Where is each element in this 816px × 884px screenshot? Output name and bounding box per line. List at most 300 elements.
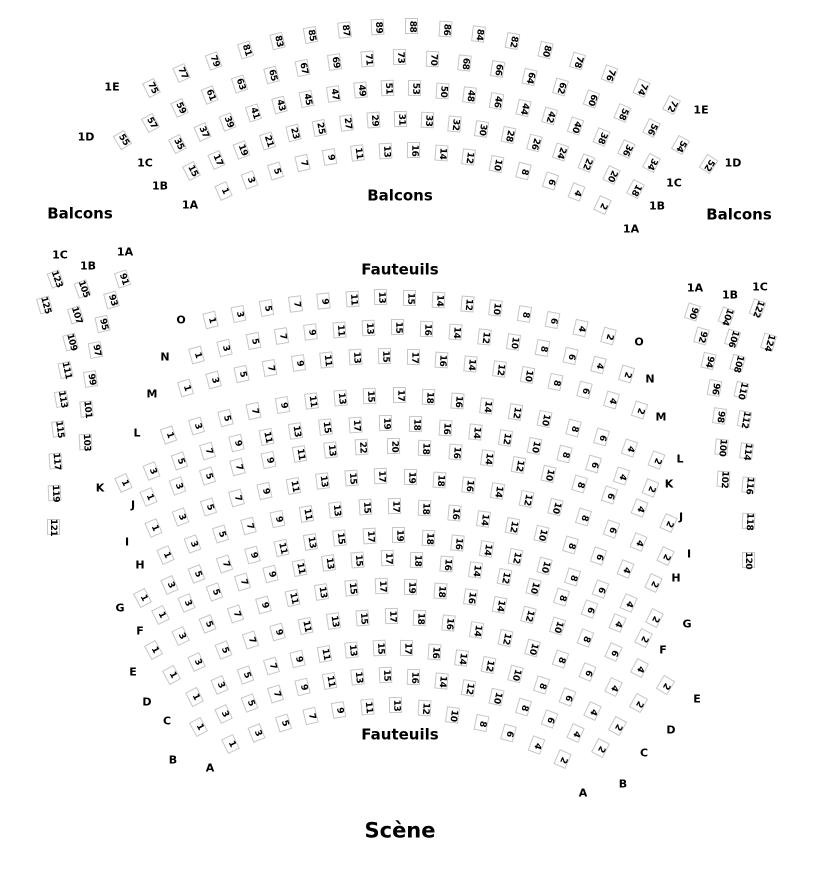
seat-orchestra-F-2[interactable]: [634, 628, 653, 648]
seat-orchestra-A-12[interactable]: [417, 700, 431, 717]
seat-orchestra-K-9[interactable]: [229, 434, 246, 453]
seat-orchestra-L-18[interactable]: [422, 389, 436, 405]
seat-balcony-1E-78[interactable]: [569, 52, 586, 71]
seat-orchestra-M-8[interactable]: [548, 373, 564, 391]
seat-orchestra-H-7[interactable]: [241, 517, 258, 536]
seat-balcony-1B-21[interactable]: [258, 131, 275, 150]
seat-balcony-1C-51[interactable]: [381, 80, 395, 97]
seat-orchestra-N-11[interactable]: [332, 321, 346, 338]
seat-orchestra-D-13[interactable]: [326, 612, 341, 630]
seat-orchestra-J-12[interactable]: [510, 456, 526, 474]
seat-orchestra-D-18[interactable]: [413, 610, 427, 626]
seat-orchestra-N-15[interactable]: [391, 319, 404, 335]
seat-orchestra-F-5[interactable]: [205, 582, 223, 602]
seat-orchestra-D-11[interactable]: [298, 617, 314, 635]
seat-orchestra-C-12[interactable]: [481, 656, 497, 674]
seat-balcony-1B-19[interactable]: [232, 140, 250, 160]
seat-orchestra-G-18[interactable]: [421, 530, 435, 547]
seat-balcony-1A-11[interactable]: [350, 144, 365, 161]
seat-orchestra-F-14[interactable]: [468, 561, 483, 579]
seat-balcony-1D-66[interactable]: [490, 60, 505, 78]
seat-orchestra-H-16[interactable]: [447, 504, 461, 521]
seat-orchestra-F-18[interactable]: [410, 551, 423, 567]
seat-balcony-1B-29[interactable]: [366, 112, 380, 129]
seat-orchestra-F-1[interactable]: [151, 605, 170, 625]
seat-orchestra-K-12[interactable]: [498, 429, 513, 447]
seat-box-right-1B-114[interactable]: [739, 442, 754, 460]
seat-balcony-1E-85[interactable]: [303, 26, 319, 44]
seat-balcony-1E-79[interactable]: [204, 51, 222, 70]
seat-box-left-1B-121[interactable]: [47, 519, 60, 535]
seat-orchestra-M-3[interactable]: [205, 371, 222, 390]
seat-box-right-1B-106[interactable]: [723, 329, 740, 348]
seat-balcony-1D-60[interactable]: [583, 89, 601, 108]
seat-orchestra-K-8[interactable]: [556, 445, 572, 464]
seat-orchestra-I-2[interactable]: [656, 546, 675, 566]
seat-orchestra-L-10[interactable]: [537, 410, 553, 428]
seat-orchestra-H-15[interactable]: [358, 499, 372, 516]
seat-orchestra-O-15[interactable]: [403, 289, 416, 305]
seat-orchestra-D-6[interactable]: [578, 663, 596, 683]
seat-orchestra-E-17[interactable]: [374, 578, 388, 595]
seat-orchestra-O-10[interactable]: [488, 299, 503, 316]
seat-balcony-1A-6[interactable]: [542, 171, 559, 190]
seat-orchestra-O-14[interactable]: [432, 292, 446, 309]
seat-orchestra-N-8[interactable]: [534, 339, 550, 357]
seat-orchestra-I-10[interactable]: [547, 498, 564, 517]
seat-balcony-1E-75[interactable]: [142, 78, 161, 98]
seat-orchestra-L-14[interactable]: [479, 397, 494, 414]
seat-balcony-1B-18[interactable]: [626, 179, 645, 199]
seat-balcony-1D-61[interactable]: [200, 86, 218, 106]
seat-orchestra-G-7[interactable]: [216, 554, 233, 573]
seat-balcony-1B-33[interactable]: [421, 112, 435, 128]
seat-orchestra-E-8[interactable]: [577, 628, 595, 648]
seat-orchestra-O-12[interactable]: [460, 295, 474, 312]
seat-orchestra-D-7[interactable]: [241, 631, 258, 650]
seat-balcony-1C-41[interactable]: [245, 103, 262, 122]
seat-orchestra-K-1[interactable]: [114, 473, 132, 493]
seat-orchestra-B-2[interactable]: [591, 738, 610, 758]
seat-orchestra-H-11[interactable]: [299, 505, 314, 523]
seat-orchestra-I-8[interactable]: [575, 508, 592, 527]
seat-orchestra-J-4[interactable]: [630, 498, 648, 518]
seat-orchestra-J-7[interactable]: [229, 458, 246, 477]
seat-orchestra-F-15[interactable]: [351, 551, 365, 568]
seat-orchestra-M-1[interactable]: [177, 379, 194, 398]
seat-balcony-1C-34[interactable]: [642, 153, 661, 173]
seat-orchestra-E-11[interactable]: [285, 589, 301, 607]
seat-orchestra-L-12[interactable]: [508, 403, 523, 421]
seat-orchestra-C-15[interactable]: [372, 639, 386, 656]
seat-balcony-1D-58[interactable]: [613, 103, 631, 123]
seat-balcony-1D-67[interactable]: [295, 59, 311, 77]
seat-orchestra-F-8[interactable]: [553, 588, 570, 607]
seat-balcony-1D-59[interactable]: [170, 98, 189, 118]
seat-orchestra-I-1[interactable]: [144, 518, 162, 538]
seat-orchestra-E-12[interactable]: [521, 605, 538, 624]
seat-orchestra-L-17[interactable]: [392, 387, 405, 403]
seat-orchestra-G-17[interactable]: [362, 528, 376, 545]
seat-orchestra-C-14[interactable]: [454, 649, 469, 667]
seat-balcony-1C-39[interactable]: [219, 112, 237, 132]
seat-orchestra-J-2[interactable]: [659, 513, 677, 533]
seat-orchestra-K-17[interactable]: [348, 416, 362, 433]
seat-orchestra-M-12[interactable]: [492, 360, 507, 378]
seat-box-left-1B-105[interactable]: [73, 279, 91, 298]
seat-orchestra-J-3[interactable]: [169, 476, 187, 495]
seat-orchestra-B-15[interactable]: [379, 667, 393, 683]
seat-orchestra-L-3[interactable]: [188, 416, 205, 435]
seat-orchestra-D-4[interactable]: [604, 677, 623, 697]
seat-box-right-1B-118[interactable]: [742, 513, 756, 530]
seat-orchestra-F-13[interactable]: [321, 554, 336, 572]
seat-orchestra-E-9[interactable]: [255, 595, 272, 614]
seat-orchestra-E-3[interactable]: [171, 626, 190, 646]
seat-orchestra-N-2[interactable]: [618, 365, 635, 384]
seat-balcony-1C-47[interactable]: [326, 85, 341, 103]
seat-orchestra-C-17[interactable]: [400, 639, 413, 655]
seat-orchestra-I-3[interactable]: [171, 507, 189, 527]
seat-orchestra-K-16[interactable]: [439, 419, 453, 436]
seat-orchestra-I-16[interactable]: [461, 476, 476, 493]
seat-orchestra-E-10[interactable]: [549, 616, 566, 635]
seat-orchestra-E-5[interactable]: [198, 614, 216, 634]
seat-orchestra-B-3[interactable]: [214, 704, 233, 724]
seat-orchestra-L-7[interactable]: [246, 402, 262, 420]
seat-balcony-1B-25[interactable]: [312, 118, 328, 136]
seat-orchestra-E-16[interactable]: [463, 589, 478, 607]
seat-box-right-1B-110[interactable]: [733, 380, 749, 398]
seat-box-left-1B-107[interactable]: [67, 305, 84, 324]
seat-orchestra-D-9[interactable]: [269, 623, 286, 642]
seat-orchestra-I-13[interactable]: [315, 472, 330, 490]
seat-orchestra-O-6[interactable]: [545, 311, 561, 329]
seat-orchestra-N-12[interactable]: [477, 328, 492, 345]
seat-box-left-1B-119[interactable]: [47, 485, 61, 502]
seat-orchestra-D-14[interactable]: [469, 621, 484, 639]
seat-orchestra-N-3[interactable]: [217, 338, 233, 357]
seat-orchestra-A-6[interactable]: [500, 724, 517, 743]
seat-orchestra-K-11[interactable]: [258, 428, 274, 446]
seat-orchestra-F-3[interactable]: [178, 593, 196, 613]
seat-box-right-1A-98[interactable]: [712, 408, 727, 426]
seat-orchestra-H-12[interactable]: [505, 517, 521, 535]
seat-orchestra-H-8[interactable]: [562, 535, 579, 554]
seat-balcony-1B-20[interactable]: [602, 165, 621, 185]
seat-balcony-1C-38[interactable]: [593, 127, 611, 147]
seat-balcony-1C-40[interactable]: [567, 116, 584, 135]
seat-orchestra-F-6[interactable]: [581, 599, 599, 619]
seat-balcony-1D-54[interactable]: [671, 135, 690, 155]
seat-orchestra-O-11[interactable]: [345, 290, 359, 307]
seat-orchestra-M-14[interactable]: [463, 355, 477, 372]
seat-balcony-1C-36[interactable]: [617, 139, 636, 159]
seat-orchestra-J-13[interactable]: [323, 441, 338, 458]
seat-orchestra-F-11[interactable]: [291, 559, 307, 577]
seat-box-right-1A-102[interactable]: [716, 471, 730, 488]
seat-orchestra-M-4[interactable]: [603, 390, 620, 409]
seat-orchestra-G-4[interactable]: [619, 593, 637, 613]
seat-box-left-1C-123[interactable]: [46, 269, 64, 288]
seat-box-left-1A-101[interactable]: [80, 401, 94, 418]
seat-orchestra-M-5[interactable]: [233, 364, 249, 382]
seat-orchestra-L-13[interactable]: [333, 389, 347, 406]
seat-orchestra-K-3[interactable]: [142, 461, 160, 481]
seat-balcony-1C-48[interactable]: [462, 86, 477, 103]
seat-orchestra-D-1[interactable]: [162, 665, 181, 685]
seat-orchestra-K-10[interactable]: [527, 437, 543, 455]
seat-orchestra-M-7[interactable]: [262, 359, 278, 377]
seat-balcony-1C-37[interactable]: [193, 122, 211, 142]
seat-orchestra-E-14[interactable]: [492, 596, 508, 614]
seat-orchestra-K-19[interactable]: [379, 415, 392, 431]
seat-orchestra-A-5[interactable]: [275, 714, 292, 733]
seat-orchestra-C-16[interactable]: [427, 643, 441, 660]
seat-balcony-1C-43[interactable]: [271, 95, 288, 114]
seat-balcony-1C-49[interactable]: [353, 82, 367, 99]
seat-balcony-1B-17[interactable]: [207, 150, 225, 170]
seat-box-left-1B-113[interactable]: [54, 390, 70, 408]
seat-box-right-1A-96[interactable]: [707, 379, 723, 397]
seat-orchestra-K-2[interactable]: [641, 478, 659, 498]
seat-orchestra-A-7[interactable]: [303, 706, 319, 725]
seat-orchestra-G-13[interactable]: [303, 534, 318, 552]
seat-balcony-1A-10[interactable]: [488, 154, 504, 172]
seat-box-left-1A-93[interactable]: [103, 291, 120, 310]
seat-orchestra-H-18[interactable]: [418, 500, 432, 516]
seat-orchestra-O-8[interactable]: [516, 305, 531, 323]
seat-balcony-1D-63[interactable]: [231, 75, 248, 94]
seat-orchestra-B-13[interactable]: [350, 669, 365, 686]
seat-orchestra-L-6[interactable]: [593, 428, 610, 447]
seat-orchestra-L-5[interactable]: [217, 408, 234, 427]
seat-box-right-1A-90[interactable]: [683, 302, 700, 321]
seat-balcony-1B-27[interactable]: [339, 114, 354, 132]
seat-orchestra-C-2[interactable]: [608, 716, 627, 736]
seat-orchestra-B-1[interactable]: [189, 717, 208, 737]
seat-orchestra-D-16[interactable]: [441, 615, 455, 632]
seat-balcony-1A-13[interactable]: [378, 142, 392, 159]
seat-orchestra-L-15[interactable]: [363, 387, 377, 404]
seat-box-left-1B-109[interactable]: [62, 332, 79, 351]
seat-balcony-1E-83[interactable]: [270, 32, 286, 51]
seat-box-right-1C-124[interactable]: [760, 333, 777, 352]
seat-balcony-1A-5[interactable]: [267, 161, 284, 180]
seat-balcony-1B-28[interactable]: [501, 126, 517, 144]
seat-orchestra-K-18[interactable]: [409, 416, 422, 432]
seat-orchestra-B-12[interactable]: [461, 679, 476, 697]
seat-orchestra-B-4[interactable]: [567, 723, 585, 743]
seat-orchestra-B-5[interactable]: [240, 694, 258, 714]
seat-orchestra-A-8[interactable]: [473, 714, 489, 732]
seat-orchestra-A-11[interactable]: [360, 698, 374, 715]
seat-balcony-1C-45[interactable]: [298, 89, 314, 107]
seat-orchestra-K-6[interactable]: [585, 455, 602, 474]
seat-orchestra-O-1[interactable]: [202, 311, 218, 330]
seat-balcony-1D-56[interactable]: [642, 118, 661, 138]
seat-box-left-1A-95[interactable]: [95, 315, 111, 334]
seat-orchestra-D-3[interactable]: [187, 652, 206, 672]
seat-balcony-1E-82[interactable]: [504, 32, 520, 50]
seat-balcony-1A-1[interactable]: [214, 181, 232, 201]
seat-orchestra-L-4[interactable]: [621, 439, 638, 458]
seat-orchestra-K-7[interactable]: [199, 442, 216, 461]
seat-orchestra-F-10[interactable]: [525, 577, 541, 596]
seat-balcony-1B-31[interactable]: [394, 111, 407, 127]
seat-box-left-1A-97[interactable]: [88, 341, 104, 359]
seat-orchestra-K-13[interactable]: [288, 422, 303, 440]
seat-orchestra-H-10[interactable]: [533, 525, 549, 544]
seat-orchestra-C-10[interactable]: [507, 665, 524, 684]
seat-orchestra-O-7[interactable]: [288, 295, 303, 313]
seat-balcony-1B-24[interactable]: [552, 143, 569, 162]
seat-orchestra-A-3[interactable]: [247, 723, 265, 743]
seat-orchestra-I-11[interactable]: [286, 477, 302, 495]
seat-balcony-1E-88[interactable]: [405, 18, 418, 34]
seat-orchestra-D-15[interactable]: [355, 609, 369, 626]
seat-orchestra-B-9[interactable]: [294, 677, 310, 696]
seat-balcony-1D-62[interactable]: [552, 78, 569, 97]
seat-orchestra-B-7[interactable]: [267, 685, 284, 704]
seat-orchestra-B-16[interactable]: [407, 668, 420, 684]
seat-balcony-1E-77[interactable]: [173, 63, 191, 83]
seat-box-left-1A-99[interactable]: [83, 370, 98, 388]
seat-orchestra-J-9[interactable]: [260, 451, 276, 469]
seat-balcony-1B-22[interactable]: [578, 153, 596, 173]
seat-orchestra-F-9[interactable]: [262, 565, 278, 584]
seat-orchestra-F-12[interactable]: [497, 568, 513, 586]
seat-orchestra-G-12[interactable]: [508, 548, 524, 566]
seat-orchestra-I-18[interactable]: [433, 472, 447, 489]
seat-balcony-1E-74[interactable]: [632, 78, 650, 98]
seat-balcony-1B-32[interactable]: [448, 115, 462, 132]
seat-orchestra-K-4[interactable]: [613, 466, 630, 485]
seat-orchestra-J-16[interactable]: [449, 444, 463, 461]
seat-balcony-1E-80[interactable]: [537, 41, 553, 60]
seat-orchestra-C-4[interactable]: [584, 701, 603, 721]
seat-balcony-1A-2[interactable]: [593, 195, 612, 215]
seat-balcony-1C-53[interactable]: [408, 80, 421, 96]
seat-balcony-1D-65[interactable]: [263, 66, 280, 85]
seat-orchestra-H-14[interactable]: [476, 510, 491, 528]
seat-orchestra-F-7[interactable]: [234, 573, 251, 592]
seat-balcony-1E-72[interactable]: [662, 95, 681, 115]
seat-orchestra-A-9[interactable]: [331, 701, 346, 719]
seat-orchestra-G-16[interactable]: [450, 534, 465, 551]
seat-orchestra-F-17[interactable]: [381, 550, 394, 566]
seat-balcony-1A-12[interactable]: [461, 149, 476, 167]
seat-orchestra-B-10[interactable]: [488, 688, 504, 706]
seat-orchestra-E-18[interactable]: [434, 583, 448, 600]
seat-orchestra-H-2[interactable]: [644, 573, 663, 593]
seat-orchestra-I-17[interactable]: [374, 468, 388, 484]
seat-orchestra-A-1[interactable]: [221, 734, 240, 754]
seat-balcony-1D-71[interactable]: [360, 50, 374, 67]
seat-box-right-1A-92[interactable]: [693, 326, 710, 345]
seat-orchestra-J-6[interactable]: [601, 486, 618, 505]
seat-balcony-1D-55[interactable]: [112, 129, 132, 149]
seat-box-left-1B-115[interactable]: [51, 421, 66, 439]
seat-orchestra-M-10[interactable]: [520, 366, 536, 384]
seat-balcony-1E-87[interactable]: [337, 21, 352, 38]
seat-orchestra-H-5[interactable]: [212, 525, 229, 544]
seat-orchestra-H-1[interactable]: [156, 545, 174, 565]
seat-box-right-1B-104[interactable]: [717, 306, 735, 325]
seat-orchestra-E-7[interactable]: [226, 604, 243, 623]
seat-orchestra-J-14[interactable]: [480, 449, 495, 467]
seat-orchestra-N-10[interactable]: [506, 333, 521, 351]
seat-orchestra-O-4[interactable]: [572, 319, 588, 337]
seat-orchestra-E-13[interactable]: [314, 583, 329, 601]
seat-orchestra-H-17[interactable]: [388, 498, 401, 514]
seat-balcony-1A-7[interactable]: [294, 154, 310, 173]
seat-orchestra-E-2[interactable]: [656, 675, 675, 695]
seat-orchestra-C-1[interactable]: [185, 687, 204, 707]
seat-balcony-1D-52[interactable]: [698, 154, 718, 175]
seat-orchestra-J-22[interactable]: [355, 439, 369, 456]
seat-orchestra-G-3[interactable]: [160, 575, 178, 595]
seat-balcony-1A-3[interactable]: [240, 170, 258, 190]
seat-orchestra-J-18[interactable]: [418, 440, 432, 456]
seat-orchestra-J-20[interactable]: [387, 438, 400, 454]
seat-orchestra-I-7[interactable]: [228, 489, 245, 508]
seat-orchestra-J-10[interactable]: [541, 465, 557, 484]
seat-balcony-1B-23[interactable]: [285, 124, 301, 143]
seat-orchestra-M-6[interactable]: [576, 381, 593, 400]
seat-orchestra-E-6[interactable]: [604, 642, 622, 662]
seat-orchestra-I-5[interactable]: [199, 497, 216, 516]
seat-orchestra-D-8[interactable]: [552, 650, 570, 669]
seat-orchestra-I-14[interactable]: [490, 482, 505, 500]
seat-orchestra-G-2[interactable]: [646, 607, 665, 627]
seat-balcony-1B-26[interactable]: [527, 134, 544, 153]
seat-orchestra-A-2[interactable]: [553, 749, 571, 769]
seat-box-right-1B-108[interactable]: [729, 353, 746, 372]
seat-orchestra-O-9[interactable]: [316, 292, 330, 309]
seat-orchestra-D-10[interactable]: [525, 638, 542, 657]
seat-box-right-1B-112[interactable]: [737, 410, 753, 428]
seat-balcony-1D-70[interactable]: [426, 51, 440, 68]
seat-balcony-1B-15[interactable]: [182, 161, 201, 181]
seat-orchestra-M-13[interactable]: [348, 349, 362, 366]
seat-orchestra-N-7[interactable]: [274, 327, 289, 345]
seat-orchestra-G-1[interactable]: [133, 588, 152, 608]
seat-balcony-1A-14[interactable]: [434, 144, 448, 161]
seat-orchestra-N-14[interactable]: [449, 324, 463, 341]
seat-orchestra-H-6[interactable]: [589, 546, 607, 565]
seat-balcony-1E-84[interactable]: [471, 26, 486, 43]
seat-orchestra-O-2[interactable]: [600, 327, 617, 346]
seat-orchestra-L-8[interactable]: [565, 418, 581, 437]
seat-orchestra-H-9[interactable]: [270, 510, 286, 528]
seat-orchestra-L-16[interactable]: [450, 392, 464, 409]
seat-balcony-1C-35[interactable]: [168, 134, 187, 154]
seat-orchestra-J-1[interactable]: [139, 487, 157, 507]
seat-orchestra-B-8[interactable]: [515, 698, 532, 717]
seat-balcony-1A-4[interactable]: [568, 182, 586, 202]
seat-box-right-1A-94[interactable]: [701, 352, 717, 371]
seat-orchestra-G-8[interactable]: [564, 567, 581, 586]
seat-orchestra-G-6[interactable]: [592, 579, 610, 599]
seat-orchestra-J-8[interactable]: [571, 474, 588, 493]
seat-orchestra-N-13[interactable]: [362, 319, 376, 336]
seat-orchestra-J-5[interactable]: [199, 466, 216, 485]
seat-orchestra-K-14[interactable]: [468, 424, 483, 441]
seat-orchestra-O-13[interactable]: [374, 289, 387, 305]
seat-orchestra-A-4[interactable]: [527, 736, 545, 755]
seat-orchestra-D-12[interactable]: [497, 629, 513, 647]
